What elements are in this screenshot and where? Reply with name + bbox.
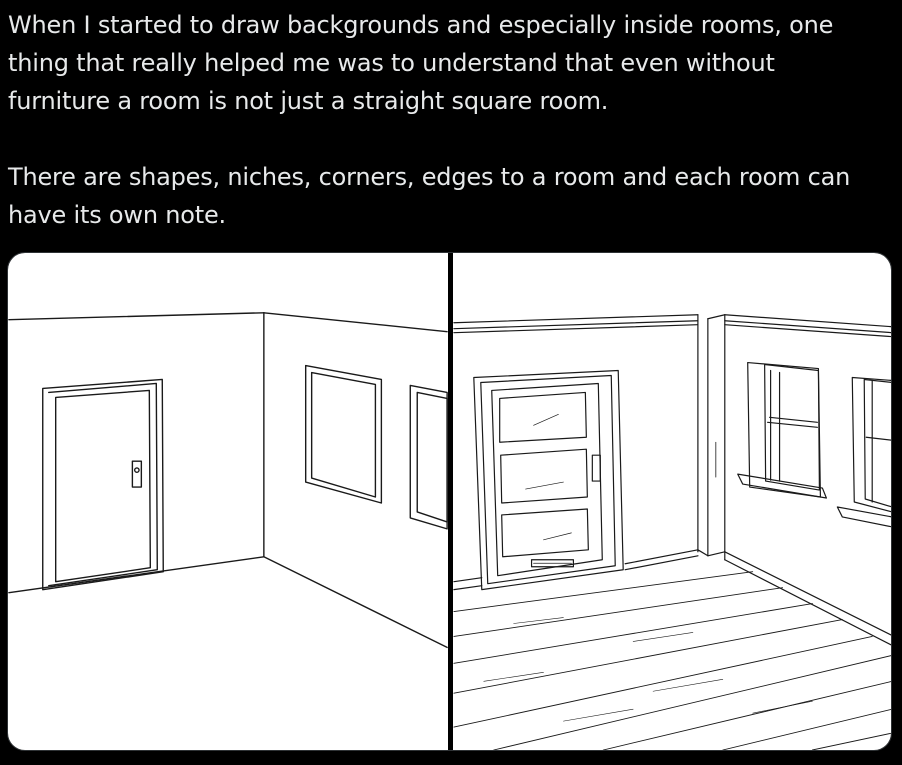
post-paragraph-1: When I started to draw backgrounds and especially inside rooms, one thing that really helped me was to understand that even without furniture a room is not just a straight square room. bbox=[8, 11, 834, 115]
floor-line-left bbox=[9, 557, 264, 593]
post-text bbox=[8, 6, 896, 234]
floor-planks bbox=[454, 572, 892, 750]
door-icon bbox=[474, 371, 623, 590]
window-icon-partial bbox=[837, 377, 892, 526]
ceiling-line-left bbox=[9, 313, 264, 320]
crown-moulding bbox=[454, 315, 892, 337]
post-media-grid[interactable] bbox=[7, 252, 892, 751]
room-illustration-detailed[interactable] bbox=[453, 253, 892, 750]
corner-niche bbox=[698, 315, 725, 560]
room-illustration-simple[interactable] bbox=[8, 253, 448, 750]
window-icon bbox=[306, 366, 382, 503]
ceiling-line-right bbox=[264, 313, 447, 332]
floor-line-right bbox=[264, 557, 447, 648]
window-icon-partial bbox=[410, 385, 447, 528]
baseboard bbox=[454, 550, 892, 646]
window-icon bbox=[738, 363, 827, 498]
door-icon bbox=[43, 379, 164, 589]
post-paragraph-2: There are shapes, niches, corners, edges to a room and each room can have its own note. bbox=[8, 163, 851, 229]
